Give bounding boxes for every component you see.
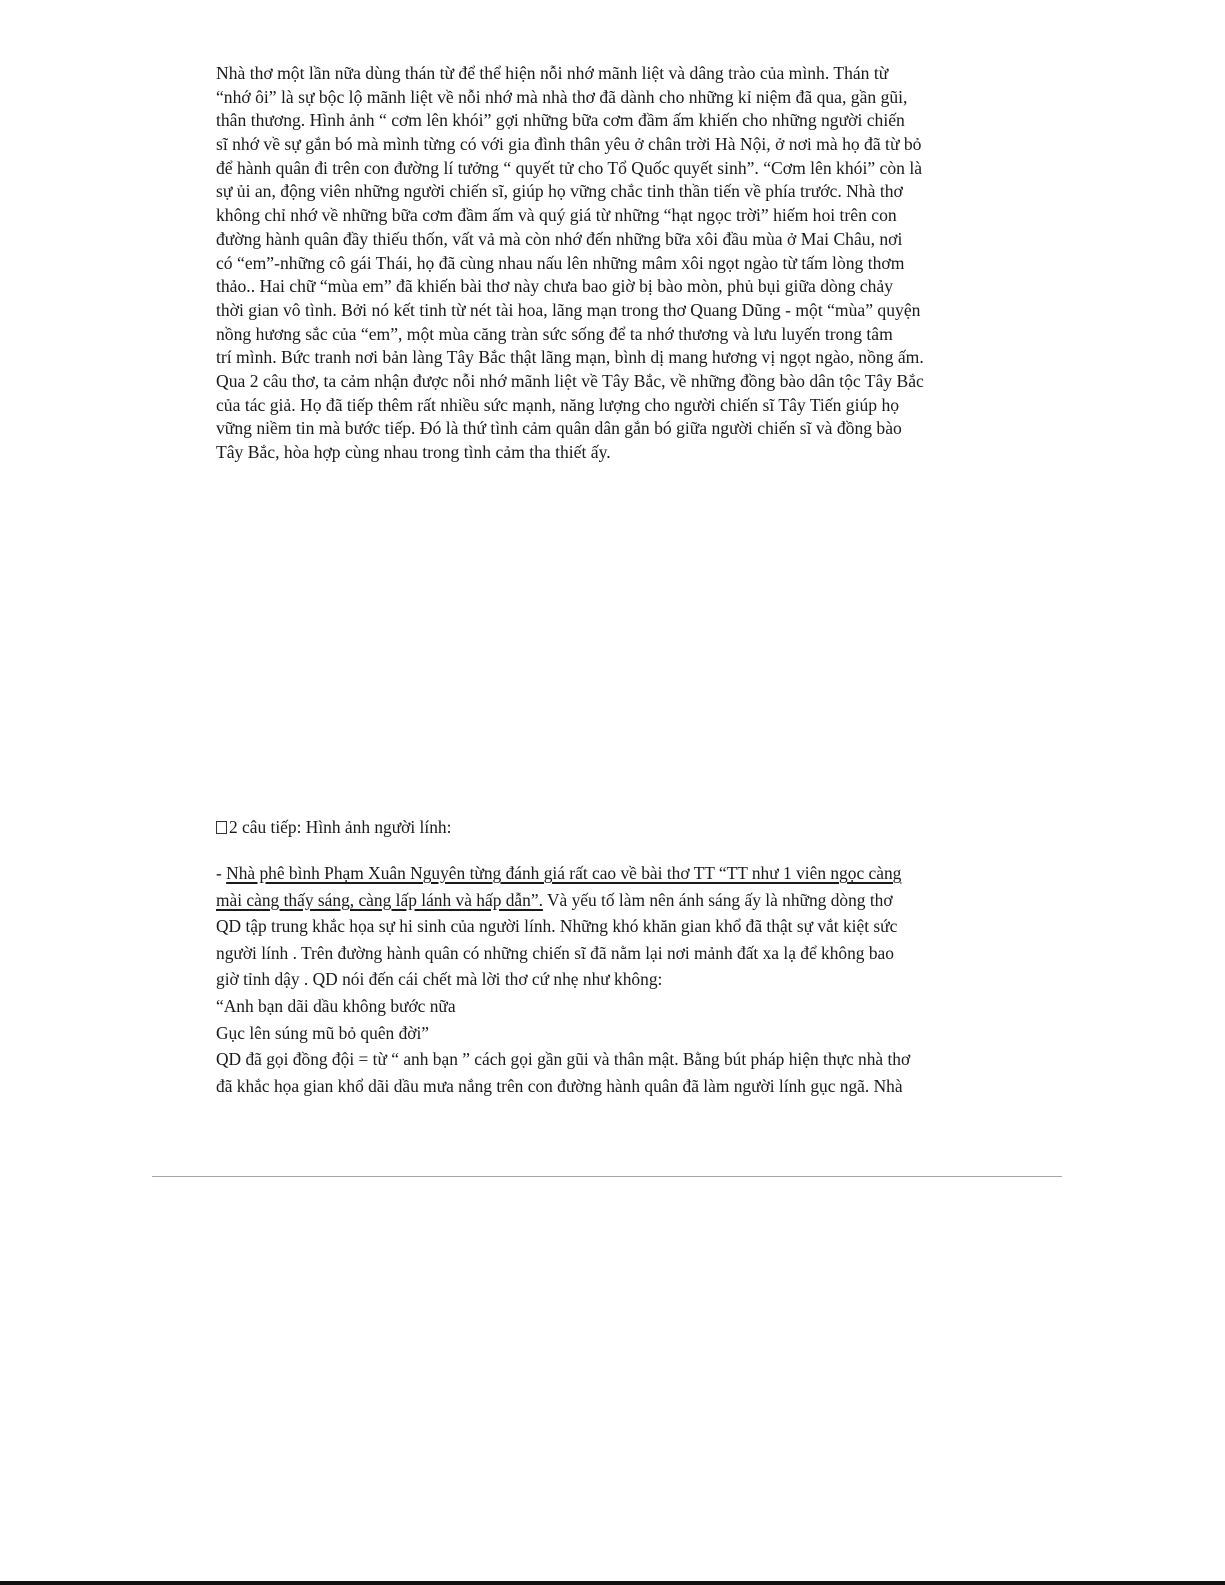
text-line: thảo.. Hai chữ “mùa em” đã khiến bài thơ này chưa bao giờ bị bào mòn, phủ bụi giữa dòng chảy [216, 276, 893, 297]
text-line: Nhà thơ một lần nữa dùng thán từ để thể hiện nỗi nhớ mãnh liệt và dâng trào của mình. Thán từ [216, 63, 889, 83]
text-line: sĩ nhớ về sự gắn bó mà mình từng có với gia đình thân yêu ở chân trời Hà Nội, ở nơi mà họ đã từ bỏ [216, 134, 922, 155]
section-heading-block [216, 814, 1016, 840]
text-run: Và yếu tố làm nên ánh sáng ấy là những dòng thơ [542, 889, 893, 910]
text-line: của tác giả. Họ đã tiếp thêm rất nhiều sức mạnh, năng lượng cho người chiến sĩ Tây Tiến giúp họ [216, 394, 900, 415]
missing-glyph-box-icon [216, 821, 227, 834]
paragraph-soldier-image [216, 860, 1016, 1099]
paragraph-tay-bac-memory [216, 62, 1006, 465]
text-line: thời gian vô tình. Bởi nó kết tinh từ nét tài hoa, lãng mạn trong thơ Quang Dũng - một “mùa” quyện [216, 299, 921, 320]
underlined-quote: Nhà phê bình Phạm Xuân Nguyên từng đánh giá rất cao về bài thơ TT “TT như 1 viên ngọc càng [226, 863, 902, 883]
text-line: nồng hương sắc của “em”, một mùa căng tràn sức sống để ta nhớ thương và lưu luyến trong tâm [216, 323, 893, 344]
text-line: QD đã gọi đồng đội = từ “ anh bạn ” cách gọi gần gũi và thân mật. Bằng bút pháp hiện thực nhà thơ [216, 1049, 911, 1070]
bottom-edge-bar [0, 1581, 1225, 1585]
text-line: “nhớ ôi” là sự bộc lộ mãnh liệt về nỗi nhớ mà nhà thơ đã dành cho những kỉ niệm đã qua, gần gũi, [216, 86, 908, 107]
text-line: thân thương. Hình ảnh “ cơm lên khói” gợi những bữa cơm đầm ấm khiến cho những người chiến [216, 110, 905, 131]
text-line [216, 860, 1016, 887]
text-line: không chỉ nhớ về những bữa cơm đầm ấm và quý giá từ những “hạt ngọc trời” hiếm hoi trên con [216, 205, 897, 226]
text-line: vững niềm tin mà bước tiếp. Đó là thứ tình cảm quân dân gắn bó giữa người chiến sĩ và đồng bào [216, 418, 902, 439]
poem-line: “Anh bạn dãi dầu không bước nữa [216, 995, 456, 1016]
poem-line: Gục lên súng mũ bỏ quên đời” [216, 1022, 430, 1043]
text-line: để hành quân đi trên con đường lí tưởng “ quyết tử cho Tổ Quốc quyết sinh”. “Cơm lên khói” còn là [216, 157, 923, 178]
section-heading [216, 814, 1016, 840]
text-line [216, 887, 1016, 914]
text-line: đã khắc họa gian khổ dãi dầu mưa nắng trên con đường hành quân đã làm người lính gục ngã. Nhà [216, 1075, 903, 1096]
text-line: có “em”-những cô gái Thái, họ đã cùng nhau nấu lên những mâm xôi ngọt ngào từ tấm lòng thơm [216, 252, 905, 273]
text-line: Qua 2 câu thơ, ta cảm nhận được nỗi nhớ mãnh liệt về Tây Bắc, về những đồng bào dân tộc Tây Bắc [216, 370, 924, 391]
text-line: người lính . Trên đường hành quân có những chiến sĩ đã nằm lại nơi mảnh đất xa lạ để không bao [216, 942, 894, 963]
text-line: QD tập trung khắc họa sự hi sinh của người lính. Những khó khăn gian khổ đã thật sự vắt kiệt sức [216, 916, 898, 937]
list-dash: - [216, 863, 227, 883]
section-heading-text: 2 câu tiếp: Hình ảnh người lính: [229, 817, 452, 837]
text-line: giờ tỉnh dậy . QD nói đến cái chết mà lời thơ cứ nhẹ như không: [216, 969, 663, 990]
text-line: Tây Bắc, hòa hợp cùng nhau trong tình cảm tha thiết ấy. [216, 442, 611, 462]
text-line: đường hành quân đầy thiếu thốn, vất vả mà còn nhớ đến những bữa xôi đầu mùa ở Mai Châu, nơi [216, 228, 903, 249]
text-line: sự ủi an, động viên những người chiến sĩ, giúp họ vững chắc tinh thần tiến về phía trước. Nhà thơ [216, 181, 903, 202]
underlined-quote: mài càng thấy sáng, càng lấp lánh và hấp dẫn”. [216, 889, 543, 910]
text-line: trí mình. Bức tranh nơi bản làng Tây Bắc thật lãng mạn, bình dị mang hương vị ngọt ngào, nồng ấm. [216, 347, 924, 368]
page-divider [152, 1176, 1062, 1177]
